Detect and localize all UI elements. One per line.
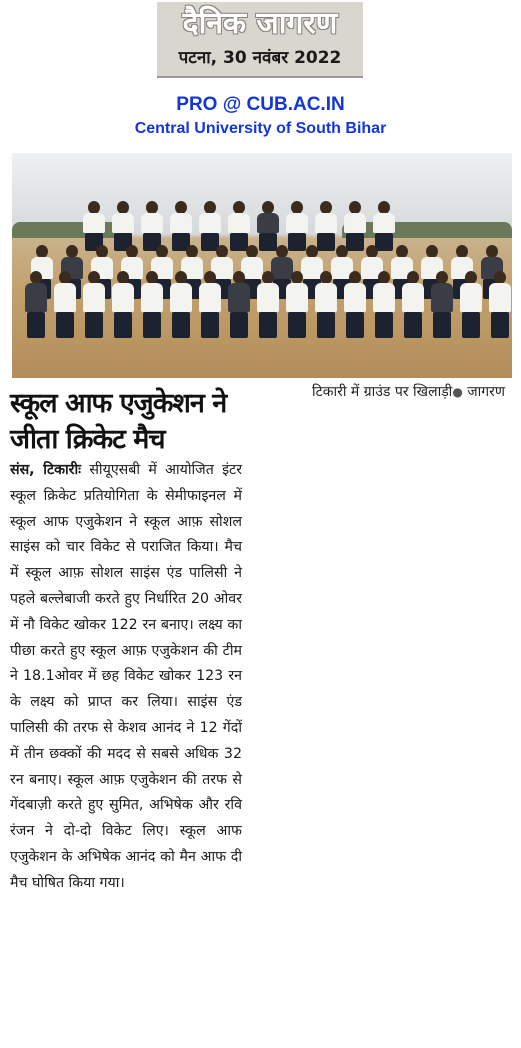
player-trousers <box>27 312 45 338</box>
player-figure <box>401 271 425 349</box>
player-trousers <box>201 312 219 338</box>
player-shirt <box>315 213 337 233</box>
player-shirt <box>112 283 134 312</box>
player-trousers <box>491 312 509 338</box>
player-shirt <box>489 283 511 312</box>
newspaper-logo: दैनिक जागरण <box>182 6 338 41</box>
player-shirt <box>199 283 221 312</box>
player-figure <box>488 271 512 349</box>
player-trousers <box>375 312 393 338</box>
bullet-icon: ● <box>452 385 463 399</box>
player-figure <box>227 271 251 349</box>
player-shirt <box>199 213 221 233</box>
player-figure <box>372 271 396 349</box>
treeline <box>342 222 512 238</box>
player-trousers <box>462 312 480 338</box>
player-shirt <box>402 283 424 312</box>
dateline: पटना, 30 नवंबर 2022 <box>178 48 342 68</box>
player-shirt <box>112 213 134 233</box>
player-trousers <box>404 312 422 338</box>
caption-text: टिकारी में ग्राउंड पर खिलाड़ी <box>312 384 453 400</box>
article-byline: संस, टिकारीः <box>10 462 82 478</box>
player-shirt <box>141 283 163 312</box>
player-shirt <box>228 283 250 312</box>
player-trousers <box>172 312 190 338</box>
player-shirt <box>460 283 482 312</box>
player-trousers <box>317 312 335 338</box>
player-shirt <box>344 213 366 233</box>
player-shirt <box>373 283 395 312</box>
photo-caption <box>312 383 505 401</box>
player-shirt <box>286 283 308 312</box>
article-headline: स्कूल आफ एजुकेशन ने जीता क्रिकेट मैच <box>10 388 227 455</box>
player-trousers <box>259 312 277 338</box>
player-shirt <box>373 213 395 233</box>
player-figure <box>24 271 48 349</box>
player-figure <box>343 271 367 349</box>
university-name: Central University of South Bihar <box>134 120 387 137</box>
player-trousers <box>114 312 132 338</box>
player-trousers <box>288 312 306 338</box>
newspaper-masthead <box>157 2 363 78</box>
pro-credit: PRO @ CUB.AC.IN <box>176 94 345 115</box>
article-body <box>10 458 242 897</box>
team-photo <box>12 153 512 378</box>
player-figure <box>169 271 193 349</box>
player-shirt <box>257 213 279 233</box>
player-figure <box>459 271 483 349</box>
player-figure <box>140 271 164 349</box>
player-figure <box>198 271 222 349</box>
player-shirt <box>170 213 192 233</box>
player-shirt <box>141 213 163 233</box>
player-shirt <box>431 283 453 312</box>
player-shirt <box>286 213 308 233</box>
player-trousers <box>143 312 161 338</box>
player-shirt <box>228 213 250 233</box>
player-shirt <box>83 213 105 233</box>
caption-source: जागरण <box>467 384 505 400</box>
player-figure <box>285 271 309 349</box>
player-shirt <box>257 283 279 312</box>
player-figure <box>430 271 454 349</box>
player-trousers <box>230 312 248 338</box>
player-shirt <box>54 283 76 312</box>
player-shirt <box>344 283 366 312</box>
player-shirt <box>315 283 337 312</box>
player-figure <box>82 271 106 349</box>
player-figure <box>111 271 135 349</box>
player-shirt <box>25 283 47 312</box>
player-trousers <box>346 312 364 338</box>
player-figure <box>256 271 280 349</box>
article-text: सीयूएसबी में आयोजित इंटर स्कूल क्रिकेट प्रतियोगिता के सेमीफाइनल में स्कूल आफ एजुकेशन ने स्कूल आफ़ सोशल साइंस को चार विकेट से पराजित किया। मैच में स्कूल आफ़ सोशल साइंस एंड पालिसी ने पहले बल्लेबाजी करते हुए निर्धारित 20 ओवर में नौ विकेट खोकर 122 रन बनाए। लक्ष्य का पीछा करते हुए स्कूल आफ़ एजुकेशन की टीम ने 18.1ओवर में छह विकेट खोकर 123 रन के लक्ष्य को प्राप्त कर लिया। साइंस एंड पालिसी की तरफ से केशव आनंद ने 12 गेंदों में तीन छक्कों की मदद से सबसे अधिक 32 रन बनाए। स्कूल आफ़ एजुकेशन की तरफ से गेंदबाज़ी करते हुए सुमित, अभिषेक और रवि रंजन ने दो-दो विकेट लिए। स्कूल आफ एजुकेशन के अभिषेक आनंद को मैन आफ दी मैच घोषित किया गया। <box>10 462 242 891</box>
player-figure <box>314 271 338 349</box>
player-trousers <box>85 312 103 338</box>
player-trousers <box>433 312 451 338</box>
player-shirt <box>83 283 105 312</box>
player-shirt <box>170 283 192 312</box>
player-trousers <box>56 312 74 338</box>
player-figure <box>53 271 77 349</box>
